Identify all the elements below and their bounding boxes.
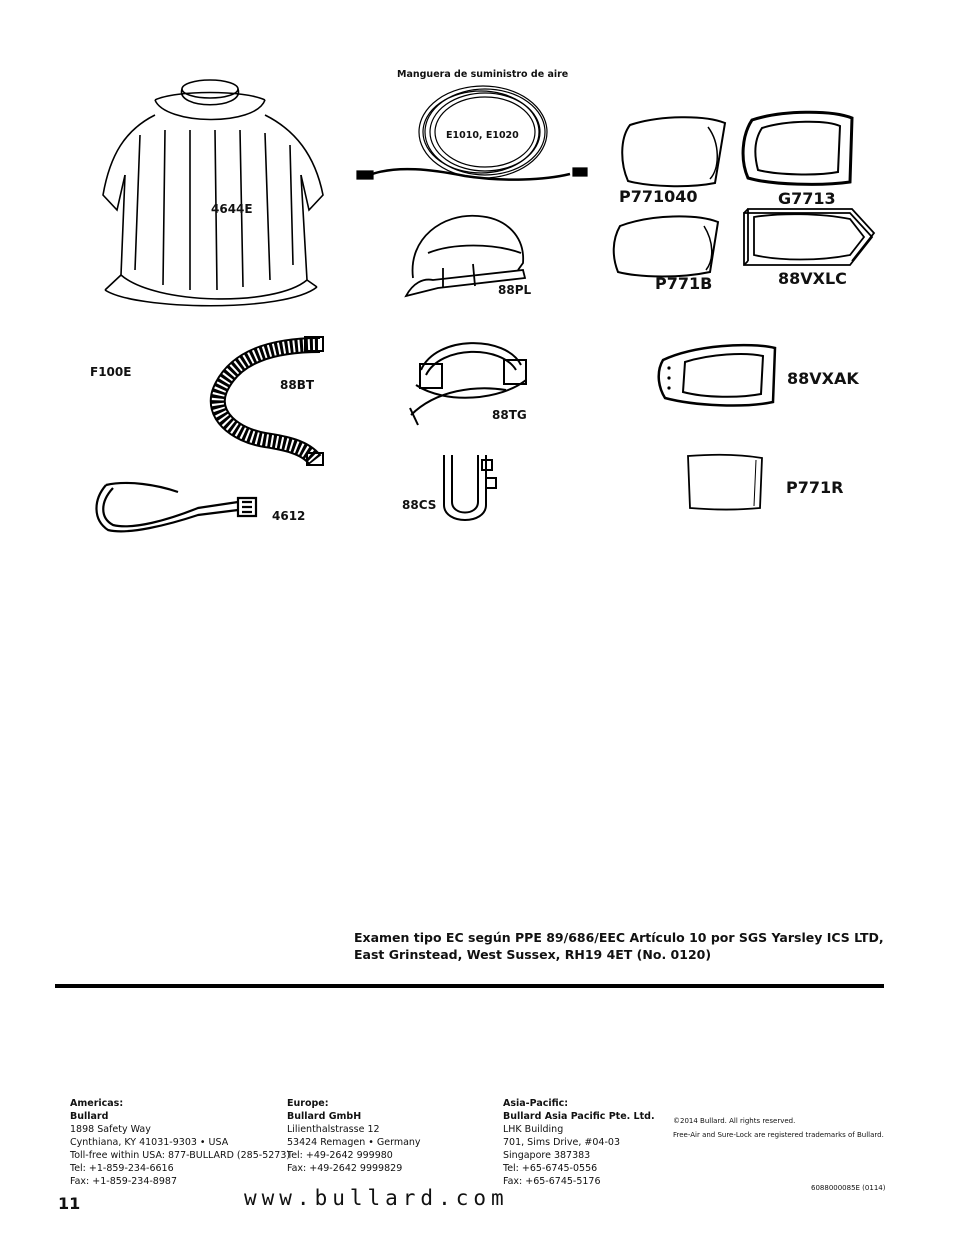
address-asia-pacific: [503, 1097, 655, 1188]
address-company: Bullard Asia Pacific Pte. Ltd.: [503, 1111, 655, 1122]
address-line: LHK Building: [503, 1124, 564, 1135]
part-label-88cs: 88CS: [402, 498, 437, 512]
address-tel: Tel: +1-859-234-6616: [70, 1163, 174, 1174]
address-americas: [70, 1097, 290, 1188]
visor-p771040-illustration: [620, 113, 730, 188]
frame-88vxak-illustration: [655, 340, 780, 410]
address-company: Bullard GmbH: [287, 1111, 362, 1122]
part-label-88pl: 88PL: [498, 283, 532, 297]
address-tel: Tel: +49-2642 999980: [287, 1150, 393, 1161]
address-tel: Tel: +65-6745-0556: [503, 1163, 598, 1174]
address-europe: [287, 1097, 421, 1175]
chin-strap-88cs-illustration: [438, 450, 502, 530]
document-code: 6088000085E (0114): [811, 1184, 886, 1192]
trademark-notice: Free-Air and Sure-Lock are registered trademarks of Bullard.: [673, 1131, 884, 1139]
part-label-f100e: F100E: [90, 365, 132, 379]
certification-line-2: East Grinstead, West Sussex, RH19 4ET (No. 0120): [354, 947, 712, 962]
part-label-g7713: G7713: [778, 189, 836, 208]
address-line: Cynthiana, KY 41031-9303 • USA: [70, 1137, 229, 1148]
address-fax: Fax: +65-6745-5176: [503, 1176, 601, 1187]
lens-stack-88vxlc-illustration: [740, 205, 875, 267]
part-label-p771040: P771040: [619, 187, 698, 206]
address-fax: Fax: +1-859-234-8987: [70, 1176, 177, 1187]
visor-p771b-illustration: [612, 212, 722, 278]
breathing-tube-88bt-illustration: [205, 335, 330, 470]
address-region-heading: Americas:: [70, 1098, 124, 1109]
address-line: 701, Sims Drive, #04-03: [503, 1137, 620, 1148]
part-label-4644e: 4644E: [211, 202, 253, 216]
address-region-heading: Asia-Pacific:: [503, 1098, 569, 1109]
address-region-heading: Europe:: [287, 1098, 329, 1109]
part-label-88vxlc: 88VXLC: [778, 269, 847, 288]
hose-title: Manguera de suministro de aire: [397, 69, 569, 80]
part-label-p771r: P771R: [786, 478, 844, 497]
certification-text: [354, 929, 894, 963]
address-line: Lilienthalstrasse 12: [287, 1124, 380, 1135]
part-label-88bt: 88BT: [280, 378, 315, 392]
address-fax: Fax: +49-2642 9999829: [287, 1163, 403, 1174]
address-company: Bullard: [70, 1111, 109, 1122]
part-label-88vxak: 88VXAK: [787, 369, 859, 388]
part-label-hose: E1010, E1020: [446, 130, 519, 141]
copyright-notice: ©2014 Bullard. All rights reserved.: [673, 1117, 796, 1125]
part-label-88tg: 88TG: [492, 408, 527, 422]
lens-p771r-illustration: [684, 452, 766, 512]
address-line: 1898 Safety Way: [70, 1124, 151, 1135]
part-label-p771b: P771B: [655, 274, 713, 293]
website-url[interactable]: www.bullard.com: [244, 1186, 509, 1210]
address-line: Toll-free within USA: 877-BULLARD (285-5273): [70, 1150, 291, 1161]
address-line: 53424 Remagen • Germany: [287, 1137, 421, 1148]
hood-4644e-illustration: [95, 75, 335, 320]
certification-line-1: Examen tipo EC según PPE 89/686/EEC Artículo 10 por SGS Yarsley ICS LTD,: [354, 930, 884, 945]
frame-g7713-illustration: [742, 110, 858, 186]
part-label-4612: 4612: [272, 509, 306, 523]
page-number: 11: [58, 1194, 81, 1213]
belt-4612-illustration: [88, 480, 260, 536]
divider-rule: [55, 984, 884, 988]
address-line: Singapore 387383: [503, 1150, 591, 1161]
